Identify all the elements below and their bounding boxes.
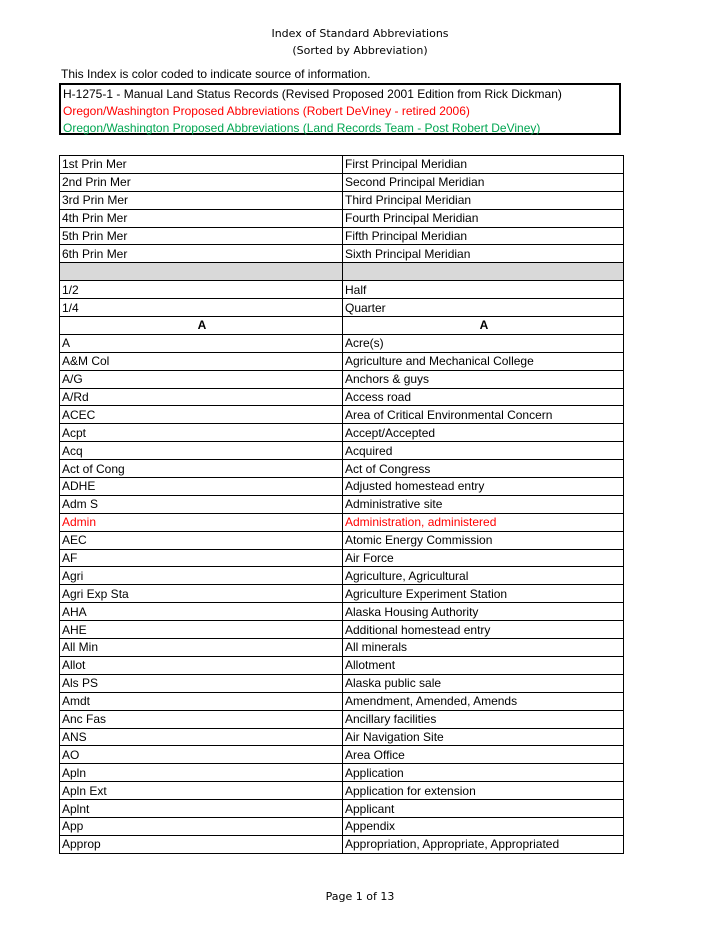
meaning-cell: Appropriation, Appropriate, Appropriated (343, 835, 624, 853)
abbreviation-cell: Apln Ext (60, 782, 343, 800)
abbreviation-cell: Aplnt (60, 800, 343, 818)
table-row (60, 442, 624, 460)
meaning-cell: Acre(s) (343, 334, 624, 352)
abbreviation-cell: 3rd Prin Mer (60, 191, 343, 209)
abbreviation-cell: A (60, 317, 343, 335)
meaning-cell: Fourth Principal Meridian (343, 209, 624, 227)
abbreviation-table (59, 155, 624, 854)
abbreviation-cell: A&M Col (60, 352, 343, 370)
table-row (60, 585, 624, 603)
abbreviation-cell: A/Rd (60, 388, 343, 406)
abbreviation-cell: Acpt (60, 424, 343, 442)
abbreviation-cell (60, 263, 343, 281)
meaning-cell: Appendix (343, 817, 624, 835)
table-row (60, 549, 624, 567)
color-legend (59, 83, 621, 135)
abbreviation-cell: Acq (60, 442, 343, 460)
abbreviation-cell: 1/2 (60, 281, 343, 299)
meaning-cell: Acquired (343, 442, 624, 460)
table-row (60, 603, 624, 621)
page-title: Index of Standard Abbreviations (271, 27, 449, 40)
table-row (60, 764, 624, 782)
abbreviation-cell: 6th Prin Mer (60, 245, 343, 263)
table-row (60, 567, 624, 585)
meaning-cell (343, 263, 624, 281)
table-row (60, 191, 624, 209)
abbreviation-cell: AHA (60, 603, 343, 621)
table-row (60, 388, 624, 406)
abbreviation-cell: Act of Cong (60, 460, 343, 478)
legend-green-source: Oregon/Washington Proposed Abbreviations (Land Records Team - Post Robert DeViney) (63, 121, 541, 135)
abbreviation-cell: ANS (60, 728, 343, 746)
blank-row (60, 263, 624, 281)
meaning-cell: A (343, 317, 624, 335)
meaning-cell: Agriculture and Mechanical College (343, 352, 624, 370)
meaning-cell: Administration, administered (343, 513, 624, 531)
table-row (60, 424, 624, 442)
table-row (60, 299, 624, 317)
abbreviation-cell: 1/4 (60, 299, 343, 317)
table-row (60, 209, 624, 227)
abbreviation-cell: Adm S (60, 495, 343, 513)
abbreviation-cell: Amdt (60, 692, 343, 710)
meaning-cell: Air Force (343, 549, 624, 567)
table-row (60, 692, 624, 710)
meaning-cell: First Principal Meridian (343, 156, 624, 174)
color-code-note: This Index is color coded to indicate source of information. (61, 67, 371, 81)
abbreviation-cell: All Min (60, 639, 343, 657)
meaning-cell: Quarter (343, 299, 624, 317)
table-row (60, 227, 624, 245)
abbreviation-cell: 1st Prin Mer (60, 156, 343, 174)
meaning-cell: Accept/Accepted (343, 424, 624, 442)
table-row (60, 245, 624, 263)
meaning-cell: Adjusted homestead entry (343, 478, 624, 496)
meaning-cell: Atomic Energy Commission (343, 531, 624, 549)
meaning-cell: Sixth Principal Meridian (343, 245, 624, 263)
meaning-cell: Alaska Housing Authority (343, 603, 624, 621)
meaning-cell: Area of Critical Environmental Concern (343, 406, 624, 424)
abbreviation-cell: AO (60, 746, 343, 764)
meaning-cell: Amendment, Amended, Amends (343, 692, 624, 710)
table-row (60, 406, 624, 424)
table-row (60, 656, 624, 674)
table-row (60, 460, 624, 478)
meaning-cell: Application (343, 764, 624, 782)
table-row (60, 835, 624, 853)
meaning-cell: Anchors & guys (343, 370, 624, 388)
table-row (60, 334, 624, 352)
table-row (60, 370, 624, 388)
meaning-cell: Allotment (343, 656, 624, 674)
meaning-cell: Applicant (343, 800, 624, 818)
table-row (60, 478, 624, 496)
table-row (60, 173, 624, 191)
abbreviation-cell: 2nd Prin Mer (60, 173, 343, 191)
table-row (60, 674, 624, 692)
abbreviation-cell: Agri (60, 567, 343, 585)
meaning-cell: Ancillary facilities (343, 710, 624, 728)
meaning-cell: Third Principal Meridian (343, 191, 624, 209)
meaning-cell: Application for extension (343, 782, 624, 800)
abbreviation-cell: App (60, 817, 343, 835)
meaning-cell: Additional homestead entry (343, 621, 624, 639)
meaning-cell: Area Office (343, 746, 624, 764)
table-row (60, 710, 624, 728)
legend-black-source: H-1275-1 - Manual Land Status Records (Revised Proposed 2001 Edition from Rick Dickman) (63, 87, 562, 101)
abbreviation-cell: A/G (60, 370, 343, 388)
meaning-cell: Fifth Principal Meridian (343, 227, 624, 245)
abbreviation-cell: AF (60, 549, 343, 567)
table-row (60, 156, 624, 174)
legend-red-source: Oregon/Washington Proposed Abbreviations (Robert DeViney - retired 2006) (63, 104, 470, 118)
abbreviation-cell: 4th Prin Mer (60, 209, 343, 227)
section-header-row (60, 317, 624, 335)
meaning-cell: Administrative site (343, 495, 624, 513)
table-row (60, 746, 624, 764)
abbreviation-cell: ADHE (60, 478, 343, 496)
page-number: Page 1 of 13 (325, 890, 395, 903)
table-row (60, 531, 624, 549)
abbreviation-cell: AEC (60, 531, 343, 549)
meaning-cell: Act of Congress (343, 460, 624, 478)
table-row (60, 817, 624, 835)
meaning-cell: Access road (343, 388, 624, 406)
meaning-cell: All minerals (343, 639, 624, 657)
meaning-cell: Half (343, 281, 624, 299)
abbreviation-cell: Allot (60, 656, 343, 674)
meaning-cell: Air Navigation Site (343, 728, 624, 746)
abbreviation-cell: 5th Prin Mer (60, 227, 343, 245)
table-row (60, 513, 624, 531)
meaning-cell: Agriculture, Agricultural (343, 567, 624, 585)
abbreviation-cell: ACEC (60, 406, 343, 424)
abbreviation-cell: Anc Fas (60, 710, 343, 728)
table-row (60, 495, 624, 513)
abbreviation-cell: Agri Exp Sta (60, 585, 343, 603)
abbreviation-cell: Approp (60, 835, 343, 853)
table-row (60, 621, 624, 639)
table-row (60, 728, 624, 746)
abbreviation-cell: Apln (60, 764, 343, 782)
abbreviation-cell: A (60, 334, 343, 352)
table-row (60, 352, 624, 370)
table-row (60, 639, 624, 657)
page-subtitle: (Sorted by Abbreviation) (292, 44, 428, 57)
meaning-cell: Second Principal Meridian (343, 173, 624, 191)
meaning-cell: Alaska public sale (343, 674, 624, 692)
table-row (60, 782, 624, 800)
table-row (60, 281, 624, 299)
meaning-cell: Agriculture Experiment Station (343, 585, 624, 603)
table-row (60, 800, 624, 818)
abbreviation-cell: Admin (60, 513, 343, 531)
abbreviation-cell: Als PS (60, 674, 343, 692)
abbreviation-cell: AHE (60, 621, 343, 639)
